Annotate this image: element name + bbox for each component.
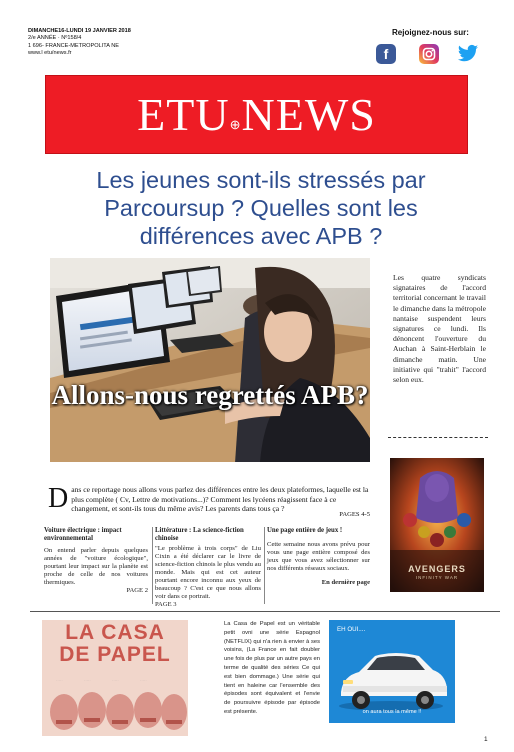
facebook-icon[interactable]: f — [376, 44, 396, 64]
section-divider — [30, 611, 500, 612]
ad-top-text: EH OUI.... — [337, 626, 366, 633]
column-body: "Le problème à trois corps" de Liu Cixin a été déclarer car le livre de science-fiction chinois le plus vendu au monde. Mais qui est cet auteur pourtant encore inconnu aux yeux de beaucoup ? C'est ce que nous allons voir dans ce portrait. — [155, 545, 261, 600]
photo-overlay-title: Allons-nous regrettés APB? — [51, 380, 369, 410]
column-title: Littérature : La science-fiction chinoise — [155, 527, 244, 542]
lead-text: ans ce reportage nous allons vous parlez des différences entre les deux plateformes, laquelle est la plus complète ( Cv, Lettre de motivations...)? Comment les lycéens réagissent face à ce changement, et sont-ils tous du même avis? Les parents dans tous ça ? — [71, 485, 369, 514]
website-url[interactable]: www.l etu/news.fr — [28, 50, 72, 57]
column-teaser-2[interactable] — [155, 527, 261, 609]
edition-line: 1 696- FRANCE-METROPOLITA NE — [28, 42, 119, 49]
column-teaser-3[interactable] — [267, 527, 370, 587]
sidebar-divider — [388, 437, 488, 438]
lead-paragraph — [48, 485, 370, 514]
column-body: On entend parler depuis quelques années de "voiture écologique", pourtant leur impact sur la planète est proche de celle de nos voitures thermiques. — [44, 547, 148, 586]
issue-number: 2/e ANNÉE · Nº158/4 — [28, 35, 82, 42]
masthead-info — [28, 28, 168, 58]
logo-part-left: ETU — [137, 89, 230, 140]
globe-icon: ⊕ — [229, 117, 242, 132]
column-page-ref: PAGE 3 — [155, 601, 177, 608]
svg-text:·····: ····· — [56, 678, 63, 683]
main-photo — [50, 258, 370, 462]
page-number: 1 — [484, 736, 488, 743]
car-advertisement[interactable] — [329, 620, 455, 723]
column-divider — [152, 527, 153, 604]
classroom-illustration — [50, 258, 370, 462]
poster-title: AVENGERS — [408, 564, 466, 574]
svg-text:·····: ····· — [112, 678, 119, 683]
main-headline: Les jeunes sont-ils stressés par Parcoursup ? Quelles sont les différences avec APB ? — [96, 167, 426, 249]
newspaper-logo[interactable] — [46, 87, 467, 143]
svg-text:·····: ····· — [140, 678, 147, 683]
column-page-ref: PAGE 2 — [126, 587, 148, 594]
lead-page-ref[interactable]: PAGES 4-5 — [339, 511, 370, 518]
car-illustration — [329, 620, 455, 723]
masthead-banner — [45, 75, 468, 154]
ad-tagline: on aura tous la même !! — [362, 709, 422, 715]
logo-part-right: NEWS — [241, 89, 376, 140]
column-divider — [264, 527, 265, 604]
series-poster-title: LA CASA DE PAPEL — [59, 621, 171, 666]
column-title: Une page entière de jeux ! — [267, 527, 343, 534]
social-label: Rejoignez-nous sur: — [392, 28, 469, 37]
twitter-icon[interactable] — [457, 44, 479, 64]
svg-text:·····: ····· — [84, 678, 91, 683]
issue-date: DIMANCHE16-LUNDI 19 JANVIER 2018 — [28, 28, 131, 34]
series-review: La Casa de Papel est un véritable petit ovni une série Espagnol (NETFLIX) qui n'a rien à envier à ses voisins, (La France en fait doubler une fois de plus par un autre pays en terme de qualité des séries Ce qui est bien dommage.) Une série qui tient en haleine car l'ensemble des épisodes sont équivalent et l'envie de poursuivre épisode par épisode est présente. — [224, 621, 320, 715]
column-teaser-1[interactable] — [44, 527, 148, 595]
column-page-ref: En dernière page — [321, 579, 370, 586]
sidebar-article: Les quatre syndicats signataires de l'accord territorial concernant le travail le dimanche dans la métropole nantaise suspendent leurs signatures ce lundi. Ils dénoncent l'ouverture du Auchan à Saint-Herblain le dimanche matin. Une initiative qui "trahit" l'accord selon eux. — [393, 273, 486, 385]
instagram-icon[interactable] — [419, 44, 439, 64]
drop-cap: D — [48, 483, 69, 514]
column-body: Cette semaine nous avons prévu pour vous une page entière composé des jeux que vous avez sélectionner sur nos différents réseaux sociaux. — [267, 541, 370, 572]
poster-subtitle: INFINITY WAR — [415, 575, 459, 580]
column-title: Voiture électrique : impact environnemental — [44, 527, 122, 542]
movie-poster[interactable] — [390, 458, 484, 592]
series-poster[interactable] — [42, 620, 188, 736]
